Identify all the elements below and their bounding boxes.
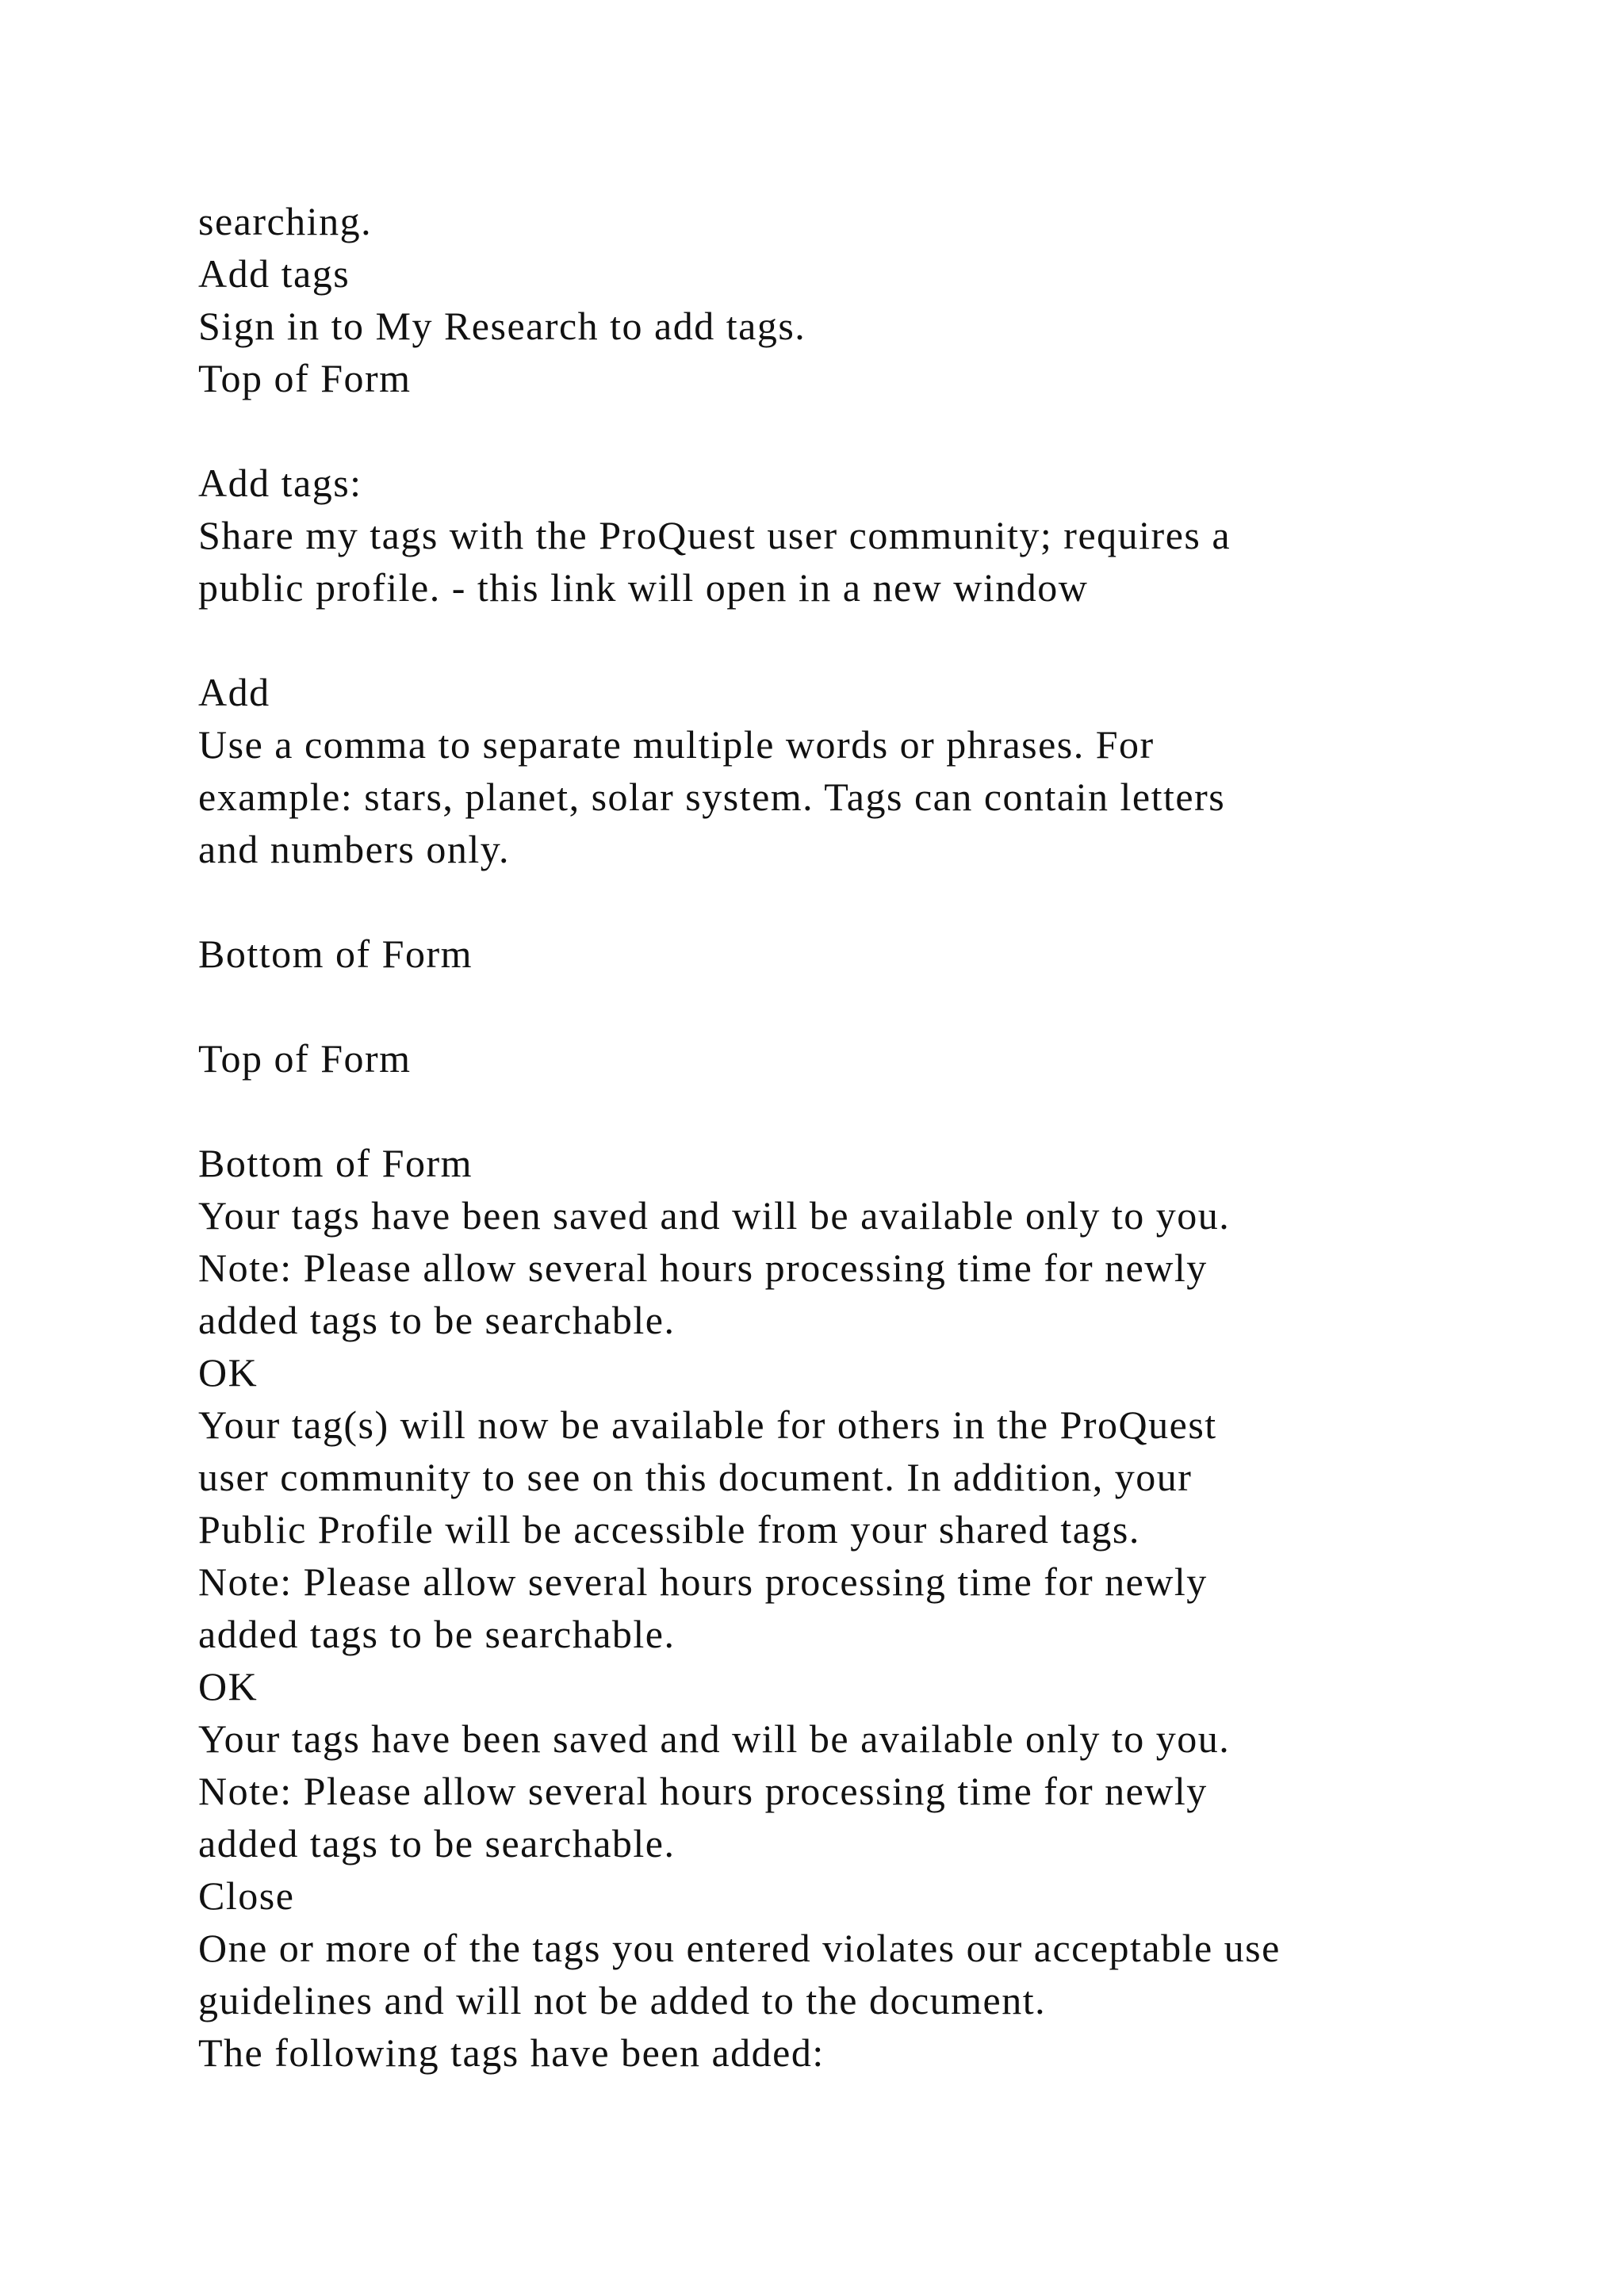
violation-message: One or more of the tags you entered violates our acceptable use: [198, 1926, 1281, 1970]
blank-line: [198, 404, 1499, 457]
shared-tags-message-end: Public Profile will be accessible from your shared tags.: [198, 1507, 1140, 1552]
tags-help-text: Use a comma to separate multiple words or phrases. For: [198, 722, 1155, 767]
tags-help-text-continued: example: stars, planet, solar system. Tags can contain letters: [198, 775, 1226, 819]
tags-added-message: The following tags have been added:: [198, 2030, 825, 2075]
tags-saved-message: Your tags have been saved and will be available only to you.: [198, 1193, 1231, 1238]
bottom-of-form-marker: Bottom of Form: [198, 932, 473, 976]
ok-label: OK: [198, 1664, 259, 1709]
sign-in-prompt: Sign in to My Research to add tags.: [198, 304, 806, 348]
processing-note-continued: added tags to be searchable.: [198, 1298, 676, 1342]
processing-note: Note: Please allow several hours processing time for newly: [198, 1769, 1208, 1813]
violation-message-continued: guidelines and will not be added to the document.: [198, 1978, 1047, 2022]
add-button-label: Add: [198, 670, 270, 714]
bottom-of-form-marker: Bottom of Form: [198, 1141, 473, 1185]
top-of-form-marker: Top of Form: [198, 356, 412, 400]
shared-tags-message-continued: user community to see on this document. In addition, your: [198, 1455, 1193, 1499]
tags-saved-message: Your tags have been saved and will be available only to you.: [198, 1716, 1231, 1761]
blank-line: [198, 1085, 1499, 1137]
close-label: Close: [198, 1873, 295, 1918]
processing-note-continued: added tags to be searchable.: [198, 1612, 676, 1656]
text-line: searching.: [198, 199, 373, 243]
top-of-form-marker: Top of Form: [198, 1036, 412, 1081]
add-tags-label: Add tags:: [198, 461, 362, 505]
blank-line: [198, 875, 1499, 928]
processing-note: Note: Please allow several hours processing time for newly: [198, 1246, 1208, 1290]
blank-line: [198, 980, 1499, 1032]
processing-note: Note: Please allow several hours processing time for newly: [198, 1559, 1208, 1604]
add-tags-heading: Add tags: [198, 251, 350, 296]
ok-label: OK: [198, 1350, 259, 1395]
share-tags-option: Share my tags with the ProQuest user community; requires a: [198, 513, 1231, 557]
document-text: [198, 195, 1499, 2079]
blank-line: [198, 614, 1499, 666]
tags-help-text-end: and numbers only.: [198, 827, 511, 871]
shared-tags-message: Your tag(s) will now be available for others in the ProQuest: [198, 1402, 1217, 1447]
processing-note-continued: added tags to be searchable.: [198, 1821, 676, 1866]
share-tags-option-continued: public profile. - this link will open in a new window: [198, 565, 1089, 610]
